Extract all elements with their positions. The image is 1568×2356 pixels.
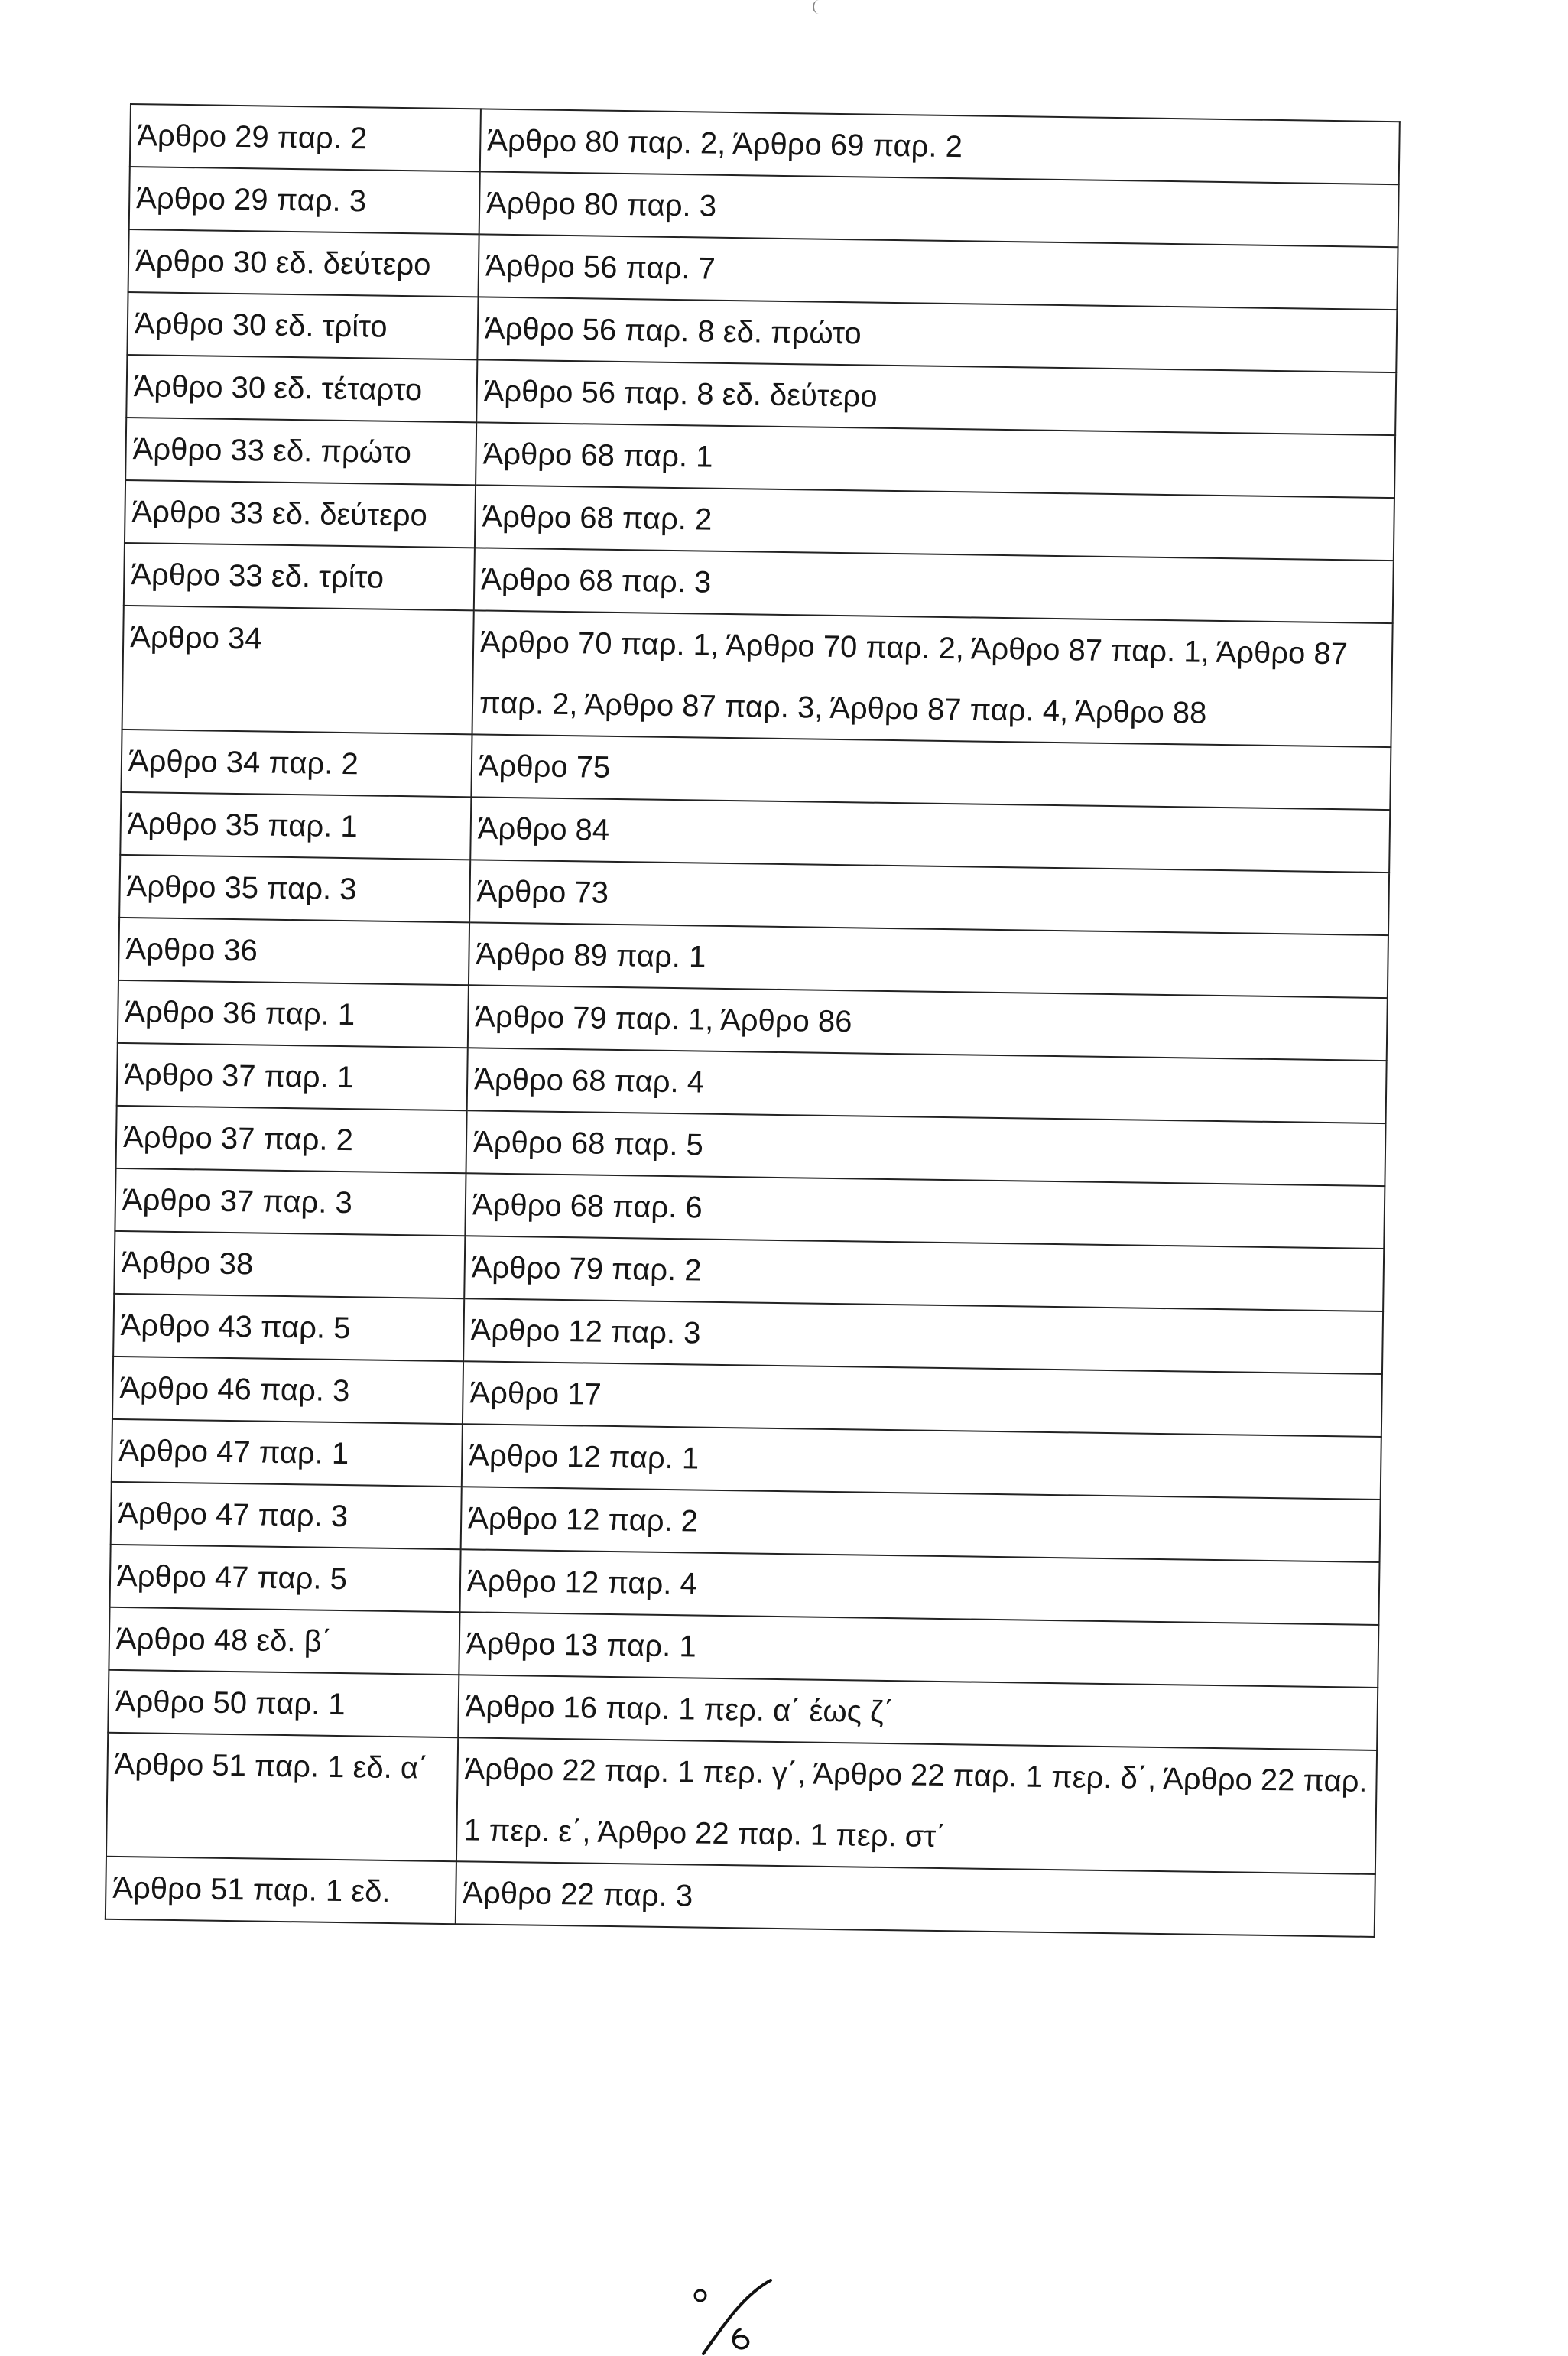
old-article-cell: Άρθρο 47 παρ. 3	[111, 1482, 462, 1549]
new-article-cell: Άρθρο 22 παρ. 3	[456, 1861, 1375, 1937]
new-article-cell: Άρθρο 22 παρ. 1 περ. γ΄, Άρθρο 22 παρ. 1 περ. δ΄, Άρθρο 22 παρ. 1 περ. ε΄, Άρθρο 22 παρ. 1 περ. στ΄	[456, 1737, 1377, 1874]
old-article-cell: Άρθρο 47 παρ. 5	[110, 1545, 461, 1612]
new-article-cell: Άρθρο 68 παρ. 3	[474, 548, 1394, 623]
new-article-cell: Άρθρο 70 παρ. 1, Άρθρο 70 παρ. 2, Άρθρο 87 παρ. 1, Άρθρο 87 παρ. 2, Άρθρο 87 παρ. 3, Άρθρο 87 παρ. 4, Άρθρο 88	[472, 610, 1393, 747]
handwritten-page-mark	[673, 2279, 795, 2355]
old-article-cell: Άρθρο 47 παρ. 1	[112, 1419, 463, 1487]
table-row	[106, 1733, 1377, 1874]
new-article-cell: Άρθρο 12 παρ. 2	[461, 1487, 1381, 1562]
correspondence-table	[105, 103, 1401, 1938]
old-article-cell: Άρθρο 51 παρ. 1 εδ. α΄	[106, 1733, 458, 1861]
old-article-cell: Άρθρο 33 εδ. πρώτο	[125, 418, 476, 485]
old-article-cell: Άρθρο 51 παρ. 1 εδ.	[106, 1857, 456, 1924]
old-article-cell: Άρθρο 34	[122, 606, 474, 734]
old-article-cell: Άρθρο 33 εδ. δεύτερο	[125, 480, 476, 548]
new-article-cell: Άρθρο 68 παρ. 4	[467, 1048, 1387, 1123]
old-article-cell: Άρθρο 29 παρ. 2	[130, 104, 481, 171]
old-article-cell: Άρθρο 50 παρ. 1	[108, 1670, 459, 1737]
handwritten-circle-mark	[695, 2290, 706, 2301]
old-article-cell: Άρθρο 36 παρ. 1	[118, 980, 469, 1048]
new-article-cell: Άρθρο 16 παρ. 1 περ. α΄ έως ζ΄	[458, 1675, 1378, 1750]
old-article-cell: Άρθρο 43 παρ. 5	[113, 1294, 464, 1361]
handwritten-slash-mark	[703, 2280, 771, 2354]
old-article-cell: Άρθρο 29 παρ. 3	[129, 167, 480, 234]
new-article-cell: Άρθρο 80 παρ. 3	[479, 171, 1399, 247]
old-article-cell: Άρθρο 30 εδ. τρίτο	[127, 292, 478, 359]
new-article-cell: Άρθρο 56 παρ. 7	[479, 234, 1398, 310]
old-article-cell: Άρθρο 30 εδ. τέταρτο	[126, 355, 477, 422]
old-article-cell: Άρθρο 37 παρ. 2	[116, 1106, 467, 1173]
old-article-cell: Άρθρο 37 παρ. 3	[115, 1168, 466, 1236]
new-article-cell: Άρθρο 56 παρ. 8 εδ. πρώτο	[477, 297, 1397, 372]
old-article-cell: Άρθρο 37 παρ. 1	[117, 1043, 468, 1110]
old-article-cell: Άρθρο 33 εδ. τρίτο	[124, 543, 475, 610]
new-article-cell: Άρθρο 68 παρ. 1	[476, 422, 1395, 498]
old-article-cell: Άρθρο 36	[118, 918, 469, 985]
old-article-cell: Άρθρο 35 παρ. 3	[119, 855, 470, 922]
new-article-cell: Άρθρο 17	[463, 1361, 1382, 1437]
old-article-cell: Άρθρο 38	[114, 1231, 465, 1298]
handwritten-digit-mark	[733, 2329, 748, 2348]
old-article-cell: Άρθρο 48 εδ. β΄	[109, 1607, 459, 1675]
new-article-cell: Άρθρο 84	[470, 797, 1390, 873]
old-article-cell: Άρθρο 46 παρ. 3	[112, 1357, 463, 1424]
scan-mark	[813, 0, 825, 14]
old-article-cell: Άρθρο 35 παρ. 1	[120, 792, 471, 860]
old-article-cell: Άρθρο 34 παρ. 2	[121, 730, 472, 797]
new-article-cell: Άρθρο 13 παρ. 1	[459, 1612, 1378, 1688]
new-article-cell: Άρθρο 68 παρ. 2	[475, 485, 1394, 561]
old-article-cell: Άρθρο 30 εδ. δεύτερο	[128, 229, 479, 297]
correspondence-table-wrapper	[105, 103, 1399, 1938]
table-body	[106, 104, 1400, 1937]
new-article-cell: Άρθρο 73	[469, 860, 1389, 935]
new-article-cell: Άρθρο 12 παρ. 3	[463, 1298, 1383, 1374]
new-article-cell: Άρθρο 68 παρ. 5	[466, 1110, 1386, 1186]
new-article-cell: Άρθρο 68 παρ. 6	[465, 1173, 1385, 1249]
new-article-cell: Άρθρο 56 παρ. 8 εδ. δεύτερο	[476, 359, 1396, 435]
new-article-cell: Άρθρο 80 παρ. 2, Άρθρο 69 παρ. 2	[480, 109, 1400, 184]
new-article-cell: Άρθρο 12 παρ. 4	[459, 1549, 1379, 1625]
table-row	[122, 606, 1393, 747]
new-article-cell: Άρθρο 75	[471, 734, 1391, 810]
new-article-cell: Άρθρο 12 παρ. 1	[462, 1424, 1381, 1500]
new-article-cell: Άρθρο 79 παρ. 1, Άρθρο 86	[468, 985, 1388, 1061]
new-article-cell: Άρθρο 89 παρ. 1	[469, 922, 1388, 998]
new-article-cell: Άρθρο 79 παρ. 2	[464, 1236, 1384, 1311]
